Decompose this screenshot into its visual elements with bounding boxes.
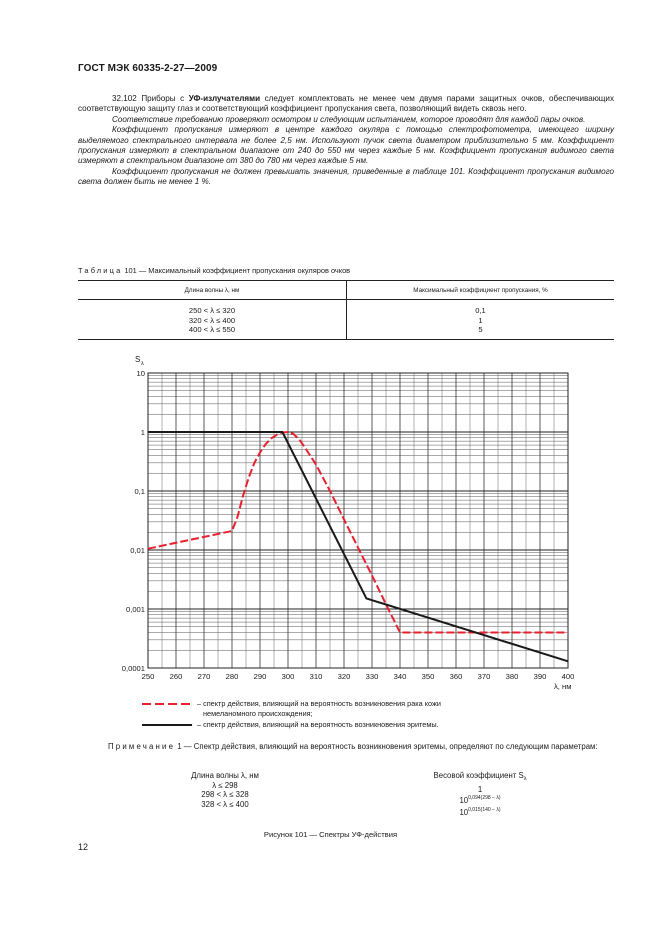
y-tick-label: 1 (140, 428, 145, 437)
y-tick-label: 10 (136, 369, 145, 378)
x-tick-label: 380 (505, 672, 519, 681)
figure-caption: Рисунок 101 — Спектры УФ-действия (263, 830, 398, 839)
x-tick-label: 340 (393, 672, 407, 681)
x-tick-label: 260 (169, 672, 183, 681)
legend-red-dash-icon (142, 702, 192, 706)
note-col-header-wavelength: Длина волны λ, нм (191, 771, 259, 780)
table-cell-ranges: 250 < λ ≤ 320 320 < λ ≤ 400 400 < λ ≤ 550 (78, 300, 347, 340)
table-header-wavelength: Длина волны λ, нм (78, 281, 347, 300)
y-axis-label: S (135, 355, 141, 364)
x-tick-label: 360 (449, 672, 463, 681)
x-tick-label: 280 (225, 672, 239, 681)
x-tick-label: 250 (141, 672, 155, 681)
x-tick-label: 400 (561, 672, 575, 681)
y-tick-label: 0,01 (130, 546, 145, 555)
table-cell-values: 0,1 1 5 (347, 300, 615, 340)
page-number: 12 (78, 842, 89, 852)
legend-item-red: – спектр действия, влияющий на вероятность возникновения рака кожи немеланомного происхождения; (142, 699, 441, 718)
table-header-transmission: Максимальный коэффициент пропускания, % (347, 281, 615, 300)
x-axis-label: λ, нм (554, 682, 572, 691)
legend (142, 699, 441, 730)
uv-action-spectra-chart (100, 348, 590, 698)
x-tick-label: 390 (533, 672, 547, 681)
x-tick-label: 370 (477, 672, 491, 681)
table-101 (78, 280, 614, 340)
y-tick-label: 0,1 (134, 487, 145, 496)
x-tick-label: 290 (253, 672, 267, 681)
table-row (78, 300, 614, 340)
document-header: ГОСТ МЭК 60335-2-27—2009 (78, 63, 218, 74)
y-tick-label: 0,001 (125, 605, 145, 614)
paragraph-compliance: Соответствие требованию проверяют осмотром и следующим испытанием, которое проводят для каждой пары очков. (112, 114, 586, 124)
figure-note: Примечание 1 — Спектр действия, влияющий на вероятность возникновения эритемы, определяют по следующим параметрам: (108, 742, 598, 751)
x-tick-label: 270 (197, 672, 211, 681)
y-tick-label: 0,0001 (121, 664, 145, 673)
legend-black-line-icon (142, 723, 192, 727)
paragraph-measurement: Коэффициент пропускания измеряют в центре каждого окуляра с помощью спектрофотометра, имеющего ширину выделяемого спектрального интервала не более 2,5 нм. Используют пучок света диаметром приблизительно 5 мм. Коэффициент пропускания измеряют в спектральном диапазоне от 240 до 550 нм через каждые 5 нм. Коэффициент пропускания видимого света измеряют в спектральном диапазоне от 380 до 780 нм через каждые 5 нм. (78, 125, 614, 166)
x-tick-label: 320 (337, 672, 351, 681)
x-tick-label: 310 (309, 672, 323, 681)
table-caption: Таблица 101 — Максимальный коэффициент пропускания окуляров очков (78, 266, 351, 275)
legend-item-black: – спектр действия, влияющий на вероятность возникновения эритемы. (142, 720, 441, 730)
y-axis-label-subscript: λ (141, 361, 144, 367)
clause-number: 32.102 (112, 94, 137, 103)
body-text (78, 94, 614, 188)
note-wavelength-column: Длина волны λ, нм λ ≤ 298 298 < λ ≤ 328 328 < λ ≤ 400 (150, 771, 300, 809)
paragraph-limits: Коэффициент пропускания не должен превышать значения, приведенные в таблице 101. Коэффициент пропускания видимого света должен быть не менее 1 %. (78, 166, 614, 187)
x-tick-label: 300 (281, 672, 295, 681)
note-col-header-weight: Весовой коэффициент $S_\lambda$ (433, 771, 527, 782)
x-tick-label: 330 (365, 672, 379, 681)
note-weight-column: Весовой коэффициент $S_\lambda$ 1 $10^{0,094(298 - \lambda)}$ $10^{0,015(140 - \lambda)}$ (400, 771, 560, 817)
bold-term: УФ-излучателями (188, 94, 261, 103)
paragraph-32-102: 32.102 Приборы с УФ-излучателями следует комплектовать не менее чем двумя парами защитных очков, обеспечивающих соответствующую защиту глаз и соответствующий коэффициент пропускания света, позволяющий видеть сквозь него. (78, 94, 614, 114)
x-tick-label: 350 (421, 672, 435, 681)
